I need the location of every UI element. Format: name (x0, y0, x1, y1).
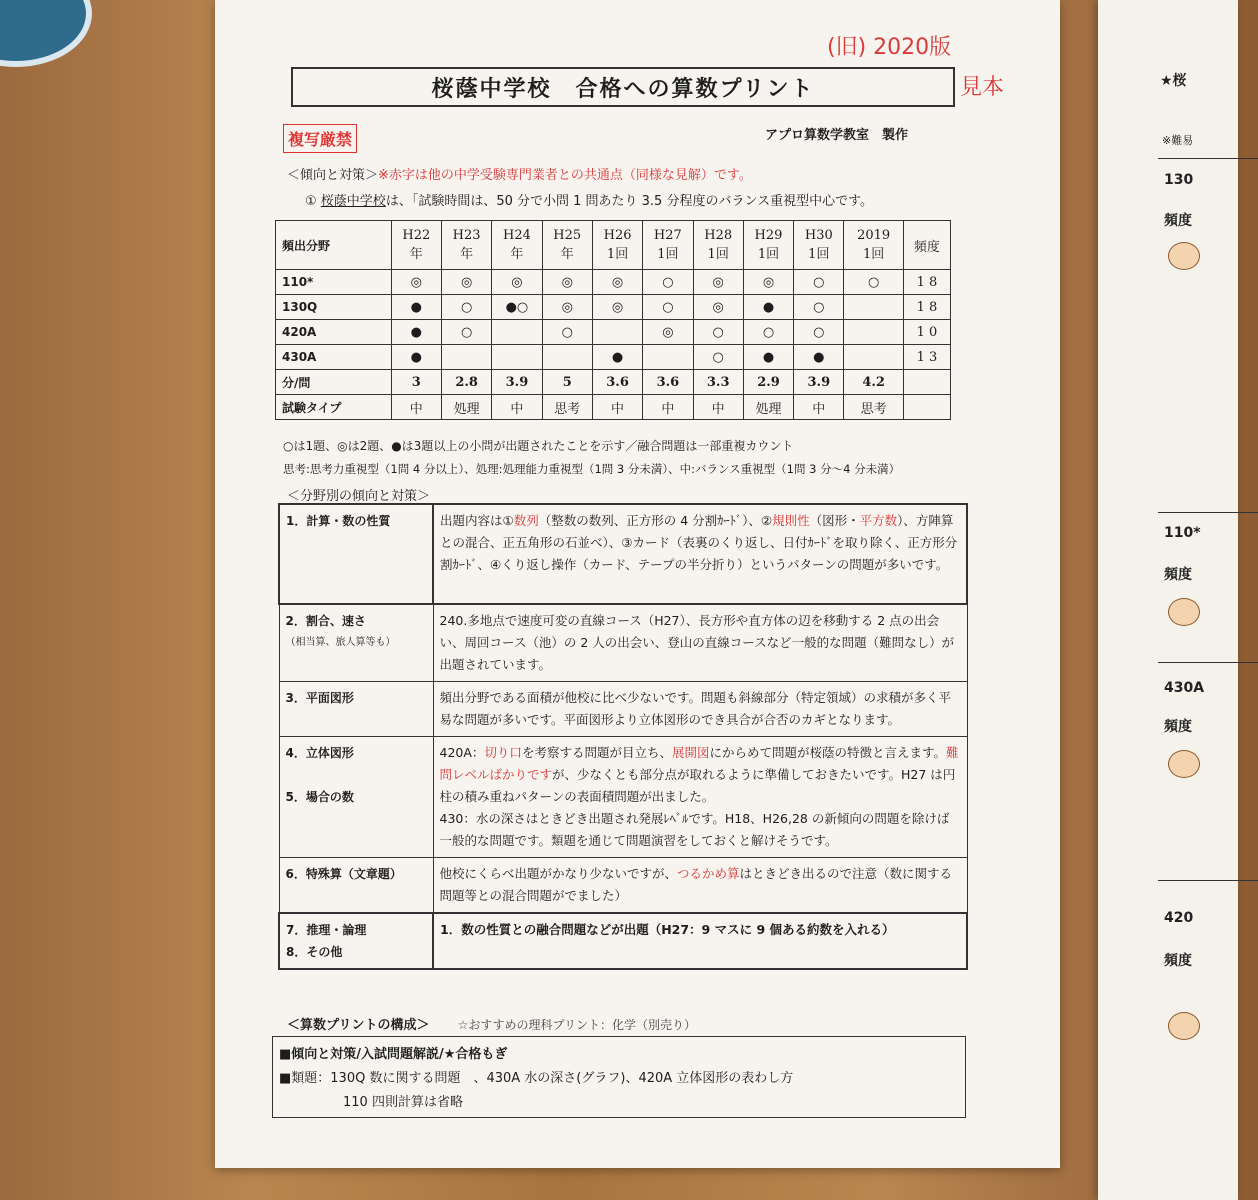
table-cell: ◎ (693, 295, 743, 320)
minutes-cell: 2.8 (441, 370, 491, 395)
minutes-cell: 5 (542, 370, 592, 395)
side-rule (1158, 512, 1258, 513)
table-header-cell (592, 221, 642, 270)
side-rule (1158, 662, 1258, 663)
minutes-row (276, 370, 951, 395)
type-cell: 中 (643, 395, 693, 420)
category-row (279, 858, 967, 914)
face-icon (1168, 598, 1200, 626)
category-name: 1．計算・数の性質 (279, 504, 433, 604)
legend-symbols: ○は1題、◎は2題、●は3題以上の小問が出題されたことを示す／融合問題は一部重複カウント (283, 439, 794, 453)
header-top: H28 (704, 228, 733, 243)
row-label: 試験タイプ (276, 395, 392, 420)
side-rule (1158, 158, 1258, 159)
type-cell: 処理 (743, 395, 793, 420)
table-cell: ● (391, 345, 441, 370)
table-cell: ●○ (492, 295, 542, 320)
category-row (279, 737, 967, 858)
table-cell: ◎ (542, 270, 592, 295)
header-bottom: 1回 (808, 247, 830, 262)
type-cell: 中 (794, 395, 844, 420)
category-text: 240.多地点で速度可変の直線コース（H27）、長方形や直方体の辺を移動する 2 点の出会い、周回コース（池）の 2 人の出会い、登山の直線コースなど一般的な問題（難問なし）が出題されています。 (433, 604, 967, 682)
side-freq-label: 頻度 (1164, 953, 1192, 969)
category-text: 頻出分野である面積が他校に比べ少ないです。問題も斜線部分（特定領域）の求積が多く平易な問題が多いです。平面図形より立体図形のでき具合が合否のカギとなります。 (433, 682, 967, 737)
frequency-table (275, 220, 951, 420)
type-cell: 処理 (441, 395, 491, 420)
composition-line (287, 1014, 696, 1033)
trend-line (287, 164, 752, 183)
minutes-cell: 3.3 (693, 370, 743, 395)
table-cell: ● (391, 295, 441, 320)
header-bottom: 年 (460, 247, 474, 262)
category-row (279, 604, 967, 682)
table-cell: ◎ (592, 270, 642, 295)
table-header-cell (391, 221, 441, 270)
header-bottom: 1回 (606, 247, 629, 262)
minutes-cell: 3.9 (492, 370, 542, 395)
table-cell: ○ (441, 295, 491, 320)
freq-cell: 1 3 (903, 345, 950, 370)
table-header-cell (693, 221, 743, 270)
table-cell (441, 345, 491, 370)
handwritten-edition: (旧) 2020版 (827, 35, 952, 60)
legend-types: 思考:思考力重視型（1問 4 分以上）、処理:処理能力重視型（1問 3 分未満）、中:バランス重視型（1問 3 分～4 分未満） (283, 462, 901, 476)
header-top: H24 (502, 228, 531, 243)
category-name: 3．平面図形 (279, 682, 433, 737)
side-freq-label: 頻度 (1164, 719, 1192, 735)
row-label: 分/問 (276, 370, 392, 395)
header-bottom: 1回 (707, 247, 729, 262)
category-name: 4．立体図形 5．場合の数 (279, 737, 433, 858)
row-label: 130Q (276, 295, 392, 320)
header-top: H22 (402, 228, 431, 243)
type-cell: 中 (492, 395, 542, 420)
category-table (278, 503, 968, 970)
category-row (279, 913, 967, 969)
table-cell: ◎ (643, 320, 693, 345)
table-cell: ◎ (441, 270, 491, 295)
side-freq-label: 頻度 (1164, 567, 1192, 583)
blank-cell (903, 370, 950, 395)
minutes-cell: 4.2 (844, 370, 903, 395)
table-cell: ○ (643, 270, 693, 295)
minutes-cell: 3 (391, 370, 441, 395)
table-row (276, 320, 951, 345)
table-row (276, 345, 951, 370)
trend-heading: ＜傾向と対策＞ (287, 168, 379, 183)
face-icon (1168, 750, 1200, 778)
maker-label: アプロ算数学教室 製作 (765, 128, 909, 143)
side-code: 430A (1164, 680, 1205, 696)
table-cell: ◎ (492, 270, 542, 295)
type-cell: 中 (693, 395, 743, 420)
table-cell: ○ (643, 295, 693, 320)
header-bottom: 1回 (863, 247, 885, 262)
freq-cell: 1 8 (903, 270, 950, 295)
table-cell (844, 320, 903, 345)
side-note: ※難易 (1162, 134, 1194, 147)
adjacent-page (1098, 0, 1238, 1200)
table-header-cell (743, 221, 793, 270)
table-header-cell (492, 221, 542, 270)
table-cell: ● (592, 345, 642, 370)
table-cell (844, 345, 903, 370)
header-bottom: 年 (560, 247, 574, 262)
row-label: 430A (276, 345, 392, 370)
row-label: 420A (276, 320, 392, 345)
side-star: ★桜 (1160, 73, 1187, 89)
category-name: 6．特殊算（文章題） (279, 858, 433, 914)
face-icon (1168, 1012, 1200, 1040)
table-cell: ● (794, 345, 844, 370)
type-row (276, 395, 951, 420)
category-text: 420A：切り口を考察する問題が目立ち、展開図にからめて問題が桜蔭の特徴と言えます。難問レベルばかりですが、少なくとも部分点が取れるように準備しておきたいです。H27 は円柱の積み重ねパターンの表面積問題が出ました。 430：水の深さはときどき出題され発展ﾚﾍﾞﾙです。H18、H26,28 の新傾向の問題を除けば一般的な問題です。類題を通じて問題演習をしておくと解けそうです。 (433, 737, 967, 858)
category-name: 2．割合、速さ （相当算、旅人算等も） (279, 604, 433, 682)
trend-note: ※赤字は他の中学受験専門業者との共通点（同様な見解）です。 (378, 168, 752, 183)
header-top: 2019 (857, 228, 891, 243)
side-code: 110* (1164, 525, 1201, 541)
table-cell (542, 345, 592, 370)
category-text: 1．数の性質との融合問題などが出題（H27：9 マスに 9 個ある約数を入れる） (433, 913, 967, 969)
table-header-cell (643, 221, 693, 270)
table-header-cell (276, 221, 392, 270)
table-cell: ○ (844, 270, 903, 295)
table-cell: ○ (794, 270, 844, 295)
circle-number: ① (305, 194, 317, 209)
header-top: 頻度 (913, 239, 940, 255)
face-icon (1168, 242, 1200, 270)
type-cell: 中 (592, 395, 642, 420)
table-cell: ● (743, 295, 793, 320)
table-header-row (276, 221, 951, 270)
table-cell: ○ (693, 345, 743, 370)
table-cell (643, 345, 693, 370)
composition-item: ■類題：130Q 数に関する問題 、430A 水の深さ(グラフ)、420A 立体図形の表わし方 (279, 1071, 794, 1086)
side-code: 420 (1164, 910, 1194, 926)
side-freq-label: 頻度 (1164, 213, 1192, 229)
copy-prohibited-stamp: 複写厳禁 (283, 124, 357, 153)
composition-box (272, 1036, 966, 1118)
minutes-cell: 3.9 (794, 370, 844, 395)
table-cell: ○ (441, 320, 491, 345)
minutes-cell: 3.6 (643, 370, 693, 395)
category-heading: ＜分野別の傾向と対策＞ (287, 489, 431, 504)
header-bottom: 年 (510, 247, 524, 262)
table-cell: ◎ (391, 270, 441, 295)
header-top: H30 (804, 228, 833, 243)
row-label: 110* (276, 270, 392, 295)
table-header-cell (903, 221, 950, 270)
table-header-cell (542, 221, 592, 270)
table-cell: ○ (542, 320, 592, 345)
category-text: 他校にくらべ出題がかなり少ないですが、つるかめ算はときどき出るので注意（数に関する問題等との混合問題がでました） (433, 858, 967, 914)
composition-item: ■傾向と対策/入試問題解説/★合格もぎ (279, 1047, 508, 1062)
minutes-cell: 3.6 (592, 370, 642, 395)
table-header-cell (844, 221, 903, 270)
page-title: 桜蔭中学校 合格への算数プリント (291, 67, 955, 107)
recommend-note: ☆おすすめの理科プリント：化学（別売り） (457, 1018, 697, 1032)
table-cell (844, 295, 903, 320)
table-cell: ○ (693, 320, 743, 345)
table-cell (492, 320, 542, 345)
side-rule (1158, 880, 1258, 881)
table-header-cell (441, 221, 491, 270)
table-cell: ○ (794, 320, 844, 345)
type-cell: 思考 (844, 395, 903, 420)
document-page (215, 0, 1060, 1168)
trend-line-1 (305, 190, 873, 209)
table-cell: ○ (794, 295, 844, 320)
table-cell: ● (743, 345, 793, 370)
table-cell: ◎ (592, 295, 642, 320)
trend-text: は、「試験時間は、50 分で小問 1 問あたり 3.5 分程度のバランス重視型中心です。 (385, 194, 874, 209)
type-cell: 中 (391, 395, 441, 420)
header-bottom: 1回 (657, 247, 679, 262)
side-code: 130 (1164, 172, 1194, 188)
composition-heading: ＜算数プリントの構成＞ (287, 1018, 430, 1033)
header-top: H27 (653, 228, 682, 243)
table-cell: ● (391, 320, 441, 345)
school-name: 桜蔭中学校 (320, 194, 386, 209)
header-top: H29 (754, 228, 783, 243)
header-top: 頻出分野 (282, 238, 331, 253)
table-cell: ○ (743, 320, 793, 345)
freq-cell: 1 0 (903, 320, 950, 345)
category-row (279, 504, 967, 604)
header-top: H25 (553, 228, 582, 243)
header-top: H23 (452, 228, 481, 243)
table-cell (492, 345, 542, 370)
table-row (276, 270, 951, 295)
table-cell (592, 320, 642, 345)
blank-cell (903, 395, 950, 420)
header-bottom: 1回 (757, 247, 780, 262)
composition-item: 110 四則計算は省略 (343, 1095, 463, 1110)
table-cell: ◎ (693, 270, 743, 295)
header-bottom: 年 (409, 247, 423, 262)
blue-plate (0, 0, 92, 67)
table-cell: ◎ (542, 295, 592, 320)
table-header-cell (794, 221, 844, 270)
minutes-cell: 2.9 (743, 370, 793, 395)
handwritten-sample: 見本 (960, 75, 1005, 100)
category-row (279, 682, 967, 737)
table-row (276, 295, 951, 320)
table-cell: ◎ (743, 270, 793, 295)
freq-cell: 1 8 (903, 295, 950, 320)
header-top: H26 (603, 228, 632, 243)
category-name: 7．推理・論理 8．その他 (279, 913, 433, 969)
category-text: 出題内容は①数列（整数の数列、正方形の 4 分割ｶｰﾄﾞ）、②規則性（図形・平方数）、方陣算との混合、正五角形の石並べ）、③カード（表裏のくり返し、日付ｶｰﾄﾞを取り除く、正方形分割ｶｰﾄﾞ、④くり返し操作（カード、テープの半分折り）というパターンの問題が多いです。 (433, 504, 967, 604)
type-cell: 思考 (542, 395, 592, 420)
